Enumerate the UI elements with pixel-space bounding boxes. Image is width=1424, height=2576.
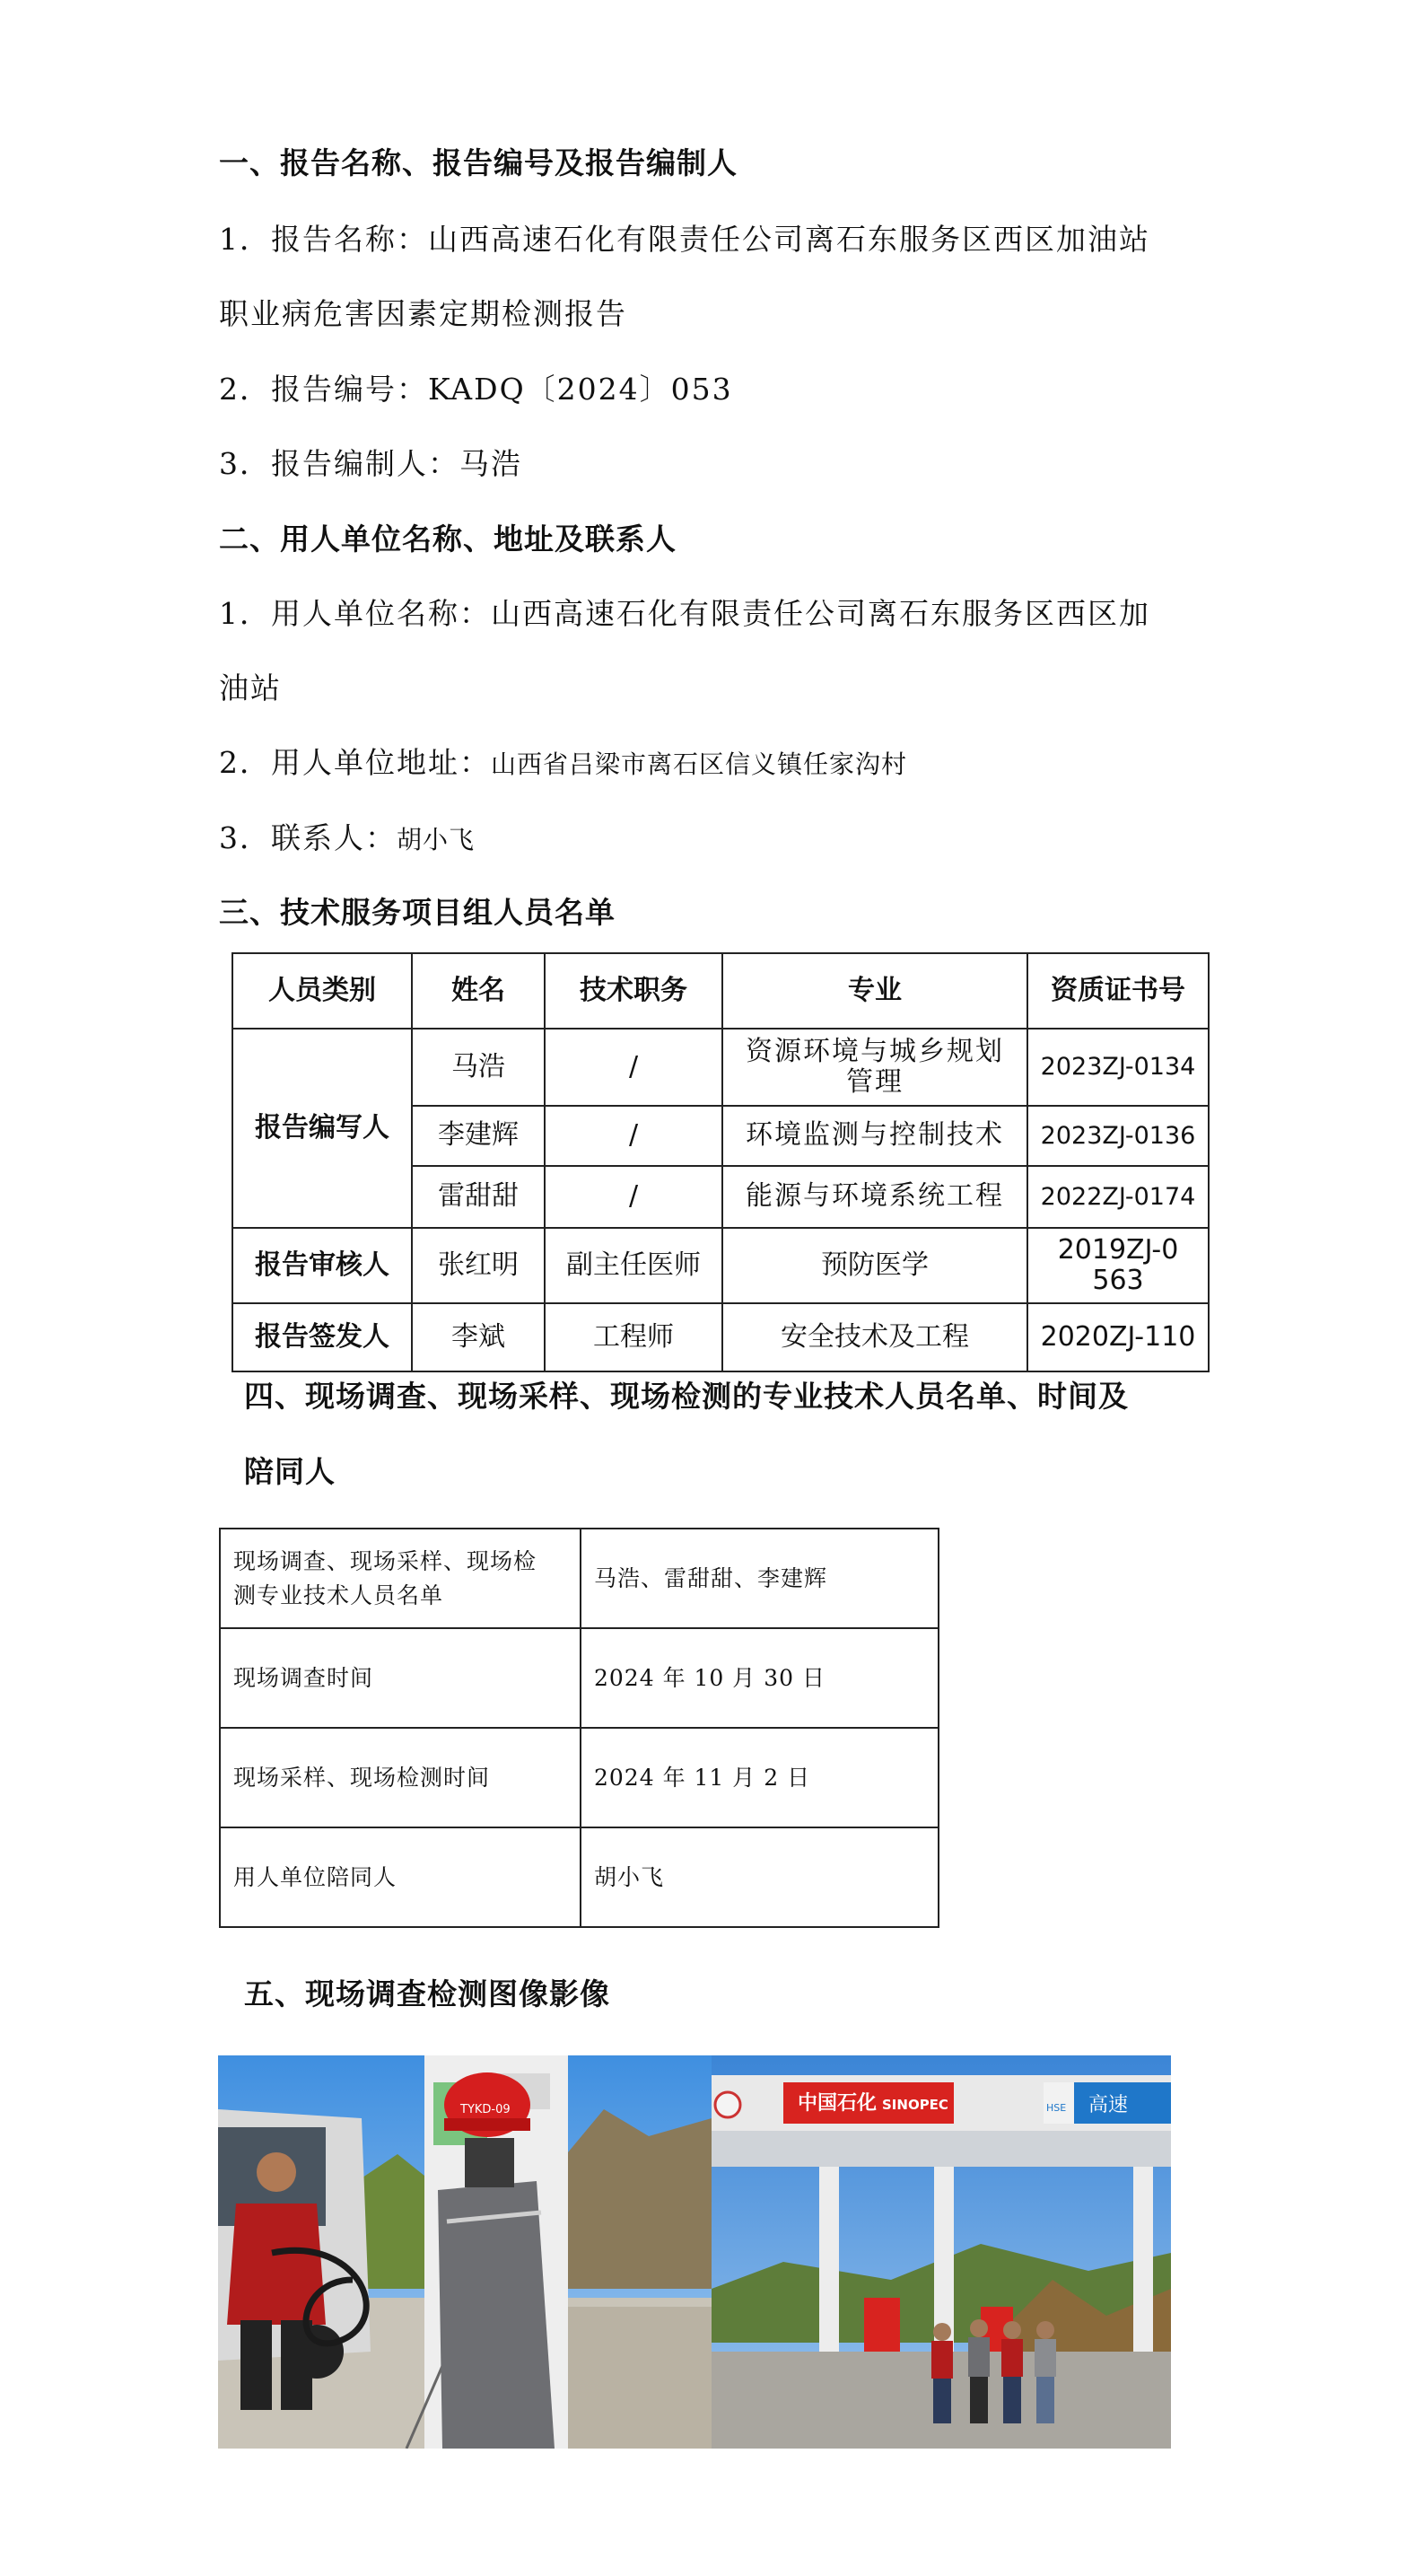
table-row: [232, 1228, 1209, 1303]
survey-label: 用人单位陪同人: [220, 1827, 581, 1927]
header-category: 人员类别: [232, 953, 412, 1029]
report-number: 2．报告编号：KADQ〔2024〕053: [219, 372, 733, 407]
photo-field-sampling-image: [218, 2055, 712, 2449]
category-reviewer: 报告审核人: [232, 1228, 412, 1303]
sign-sinopec-cn: 中国石化: [798, 2092, 878, 2115]
category-writer: 报告编写人: [232, 1029, 412, 1228]
helmet-label: TYKD-09: [460, 2103, 511, 2116]
photo-gas-station-image: [712, 2055, 1171, 2449]
section4-heading-line2: 陪同人: [244, 1454, 336, 1489]
header-name: 姓名: [412, 953, 545, 1029]
writer-major: 资源环境与城乡规划管理: [722, 1029, 1027, 1106]
issuer-cert: 2020ZJ-110: [1027, 1303, 1209, 1371]
category-issuer: 报告签发人: [232, 1303, 412, 1371]
writer-major: 能源与环境系统工程: [722, 1166, 1027, 1228]
section2-heading: 二、用人单位名称、地址及联系人: [219, 521, 677, 556]
reviewer-name: 张红明: [412, 1228, 545, 1303]
report-name-line2: 职业病危害因素定期检测报告: [219, 296, 627, 331]
issuer-name: 李斌: [412, 1303, 545, 1371]
photo-field-sampling: [218, 2055, 712, 2449]
writer-title: /: [545, 1106, 722, 1166]
writer-name: 雷甜甜: [412, 1166, 545, 1228]
table-row: [232, 1303, 1209, 1371]
issuer-title: 工程师: [545, 1303, 722, 1371]
unit-address: [219, 740, 907, 782]
survey-label: 现场调查、现场采样、现场检测专业技术人员名单: [220, 1529, 581, 1628]
writer-title: /: [545, 1166, 722, 1228]
table-row: [220, 1529, 939, 1628]
photo-gas-station: [712, 2055, 1171, 2449]
survey-label: 现场调查时间: [220, 1628, 581, 1728]
writer-name: 马浩: [412, 1029, 545, 1106]
survey-table: [219, 1528, 939, 1928]
unit-name-line2: 油站: [219, 670, 282, 705]
issuer-major: 安全技术及工程: [722, 1303, 1027, 1371]
sign-hse: HSE: [1046, 2102, 1067, 2114]
section3-heading: 三、技术服务项目组人员名单: [219, 895, 616, 930]
survey-value: 马浩、雷甜甜、李建辉: [581, 1529, 939, 1628]
reviewer-title: 副主任医师: [545, 1228, 722, 1303]
report-name-line1: 1．报告名称：山西高速石化有限责任公司离石东服务区西区加油站: [219, 222, 1150, 257]
section5-heading: 五、现场调查检测图像影像: [244, 1976, 610, 2011]
table-row: [220, 1827, 939, 1927]
table-row: [232, 1029, 1209, 1106]
writer-major: 环境监测与控制技术: [722, 1106, 1027, 1166]
unit-address-label: 2．用人单位地址：: [219, 745, 491, 780]
writer-cert: 2023ZJ-0136: [1027, 1106, 1209, 1166]
contact-label: 3．联系人：: [219, 820, 397, 855]
header-major: 专业: [722, 953, 1027, 1029]
writer-cert: 2022ZJ-0174: [1027, 1166, 1209, 1228]
table-row: [220, 1628, 939, 1728]
sign-gaosu: 高速: [1088, 2094, 1129, 2116]
section4-heading-line1: 四、现场调查、现场采样、现场检测的专业技术人员名单、时间及: [244, 1379, 1129, 1414]
survey-label: 现场采样、现场检测时间: [220, 1728, 581, 1827]
survey-value: 2024 年 10 月 30 日: [581, 1628, 939, 1728]
writer-name: 李建辉: [412, 1106, 545, 1166]
unit-address-value: 山西省吕梁市离石区信义镇任家沟村: [491, 749, 908, 779]
sign-sinopec-en: SINOPEC: [882, 2097, 948, 2113]
header-title: 技术职务: [545, 953, 722, 1029]
staff-table-header: [232, 953, 1209, 1029]
survey-value: 胡小飞: [581, 1827, 939, 1927]
writer-cert: 2023ZJ-0134: [1027, 1029, 1209, 1106]
header-cert: 资质证书号: [1027, 953, 1209, 1029]
reviewer-major: 预防医学: [722, 1228, 1027, 1303]
contact-value: 胡小飞: [397, 825, 476, 854]
reviewer-cert: 2019ZJ-0563: [1027, 1228, 1209, 1303]
contact: [219, 815, 475, 857]
section1-heading: 一、报告名称、报告编号及报告编制人: [219, 145, 738, 180]
survey-value: 2024 年 11 月 2 日: [581, 1728, 939, 1827]
report-author: 3．报告编制人：马浩: [219, 446, 522, 481]
writer-title: /: [545, 1029, 722, 1106]
staff-table: [232, 952, 1210, 1372]
table-row: [220, 1728, 939, 1827]
unit-name-line1: 1．用人单位名称：山西高速石化有限责任公司离石东服务区西区加: [219, 596, 1150, 631]
